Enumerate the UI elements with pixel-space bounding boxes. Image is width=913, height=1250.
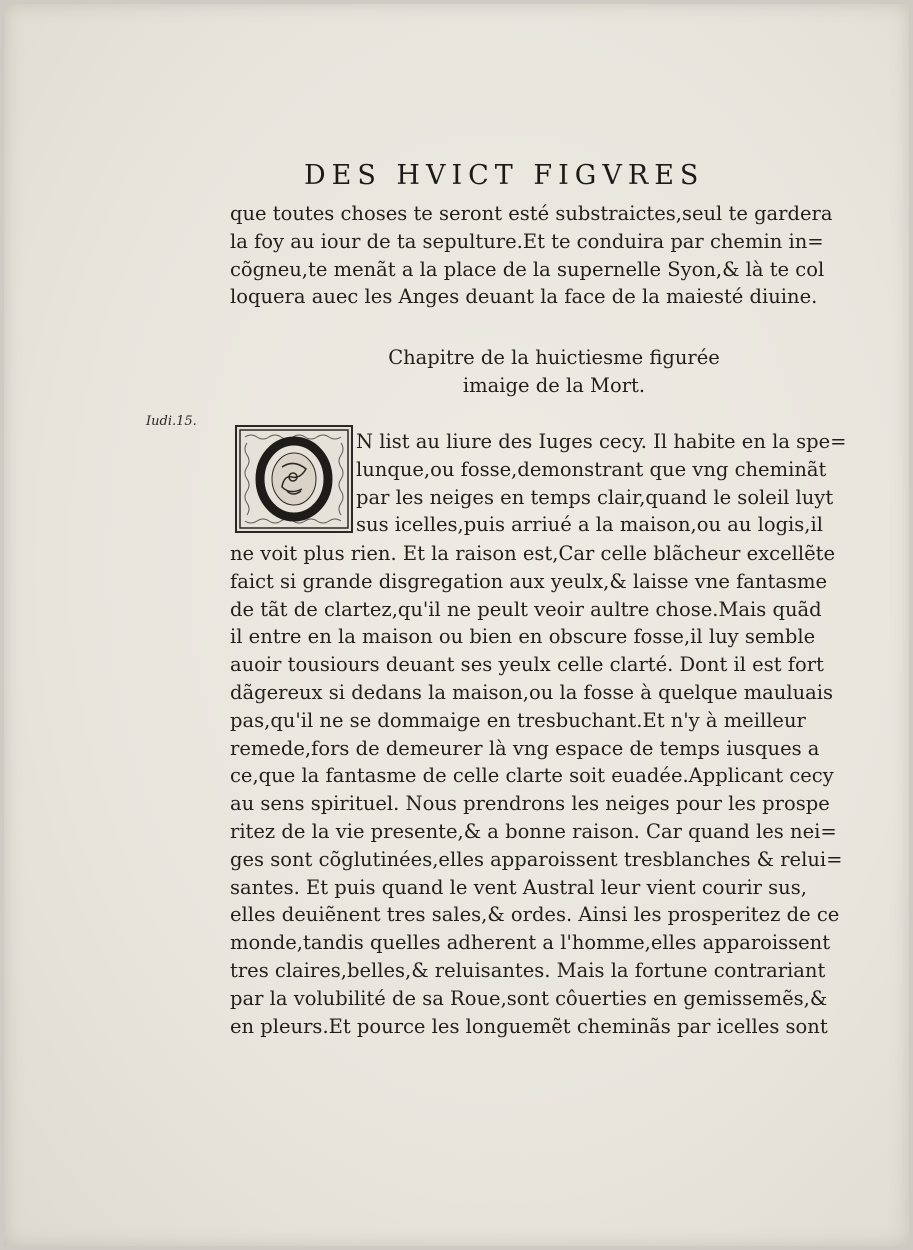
chapter-heading-line: Chapitre de la huictiesme figurée: [388, 346, 720, 369]
text-line: pas,qu'il ne se dommaige en tresbuchant.Et n'y à meilleur: [230, 708, 806, 732]
main-paragraph: [230, 540, 870, 1040]
text-line: N list au liure des Iuges cecy. Il habite en la spe=: [356, 430, 847, 453]
text-line: ne voit plus rien. Et la raison est,Car celle blãcheur excellẽte: [230, 542, 836, 565]
text-line: faict si grande disgregation aux yeulx,& laisse vne fantasme: [230, 569, 827, 593]
text-line: par la volubilité de sa Roue,sont côuerties en gemissemẽs,&: [230, 986, 828, 1010]
text-line: loquera auec les Anges deuant la face de la maiesté diuine.: [230, 285, 818, 309]
text-line: ges sont cõglutinées,elles apparoissent tresblanches & relui=: [230, 847, 843, 871]
text-line: sus icelles,puis arriué a la maison,ou au logis,il: [356, 513, 823, 537]
text-line: dãgereux si dedans la maison,ou la fosse à quelque mauluais: [230, 680, 834, 704]
text-line: tres claires,belles,& reluisantes. Mais la fortune contrariant: [230, 958, 826, 982]
initial-paragraph-lines: [356, 428, 876, 539]
margin-note: Iudi.15.: [146, 414, 197, 429]
text-line: par les neiges en temps clair,quand le soleil luyt: [356, 485, 834, 509]
text-line: remede,fors de demeurer là vng espace de temps iusques a: [230, 736, 820, 760]
text-line: il entre en la maison ou bien en obscure fosse,il luy semble: [230, 625, 816, 649]
running-header: DES HVICT FIGVRES: [304, 160, 705, 191]
decorated-initial-o-icon: [235, 425, 353, 533]
text-line: ritez de la vie presente,& a bonne raison. Car quand les nei=: [230, 819, 837, 843]
text-line: que toutes choses te seront esté substraictes,seul te gardera: [230, 202, 833, 225]
chapter-heading-line: imaige de la Mort.: [462, 374, 646, 397]
text-line: la foy au iour de ta sepulture.Et te conduira par chemin in=: [230, 229, 824, 253]
text-line: auoir tousiours deuant ses yeulx celle clarté. Dont il est fort: [230, 653, 824, 677]
text-line: santes. Et puis quand le vent Austral leur vient courir sus,: [230, 875, 807, 899]
text-line: au sens spirituel. Nous prendrons les neiges pour les prospe: [230, 792, 830, 816]
text-line: monde,tandis quelles adherent a l'homme,elles apparoissent: [230, 931, 831, 955]
text-line: lunque,ou fosse,demonstrant que vng cheminãt: [356, 457, 827, 481]
chapter-heading: [304, 344, 804, 400]
text-line: en pleurs.Et pource les longuemẽt cheminãs par icelles sont: [230, 1014, 828, 1038]
text-line: cõgneu,te menãt a la place de la supernelle Syon,& là te col: [230, 257, 825, 281]
book-page: [4, 4, 909, 1246]
opening-paragraph: [230, 200, 870, 311]
decorated-initial-o-icon: [237, 427, 351, 531]
text-line: de tãt de clartez,qu'il ne peult veoir aultre chose.Mais quãd: [230, 597, 822, 621]
text-line: ce,que la fantasme de celle clarte soit euadée.Applicant cecy: [230, 764, 834, 788]
text-line: elles deuiẽnent tres sales,& ordes. Ainsi les prosperitez de ce: [230, 903, 840, 927]
